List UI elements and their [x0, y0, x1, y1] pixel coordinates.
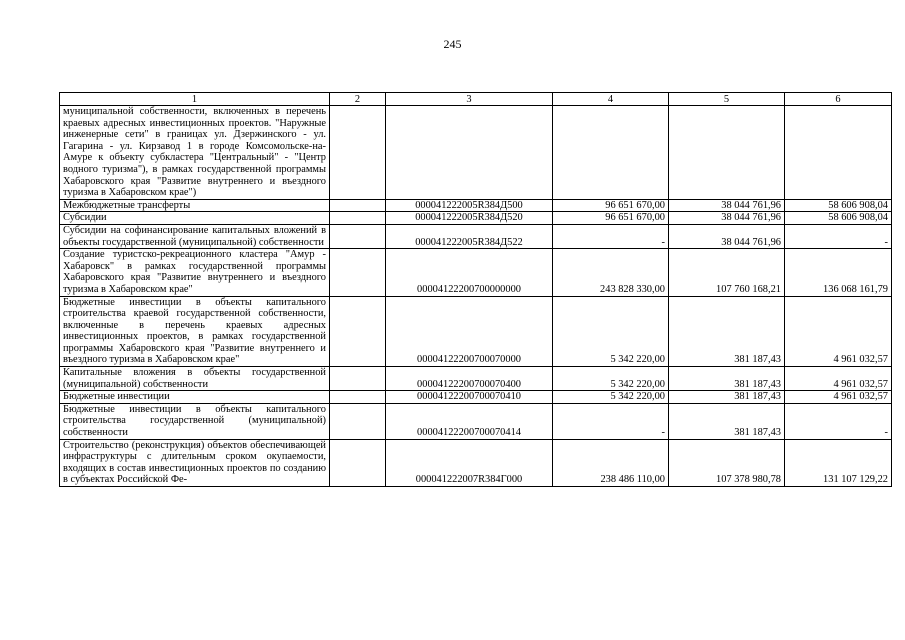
row-value-4: -: [553, 403, 669, 439]
row-name: Бюджетные инвестиции: [60, 391, 330, 404]
row-value-4: 96 651 670,00: [553, 212, 669, 225]
table-row: [60, 249, 892, 296]
table-row: [60, 296, 892, 367]
row-value-6: 136 068 161,79: [785, 249, 892, 296]
row-value-4: 5 342 220,00: [553, 391, 669, 404]
row-name: Бюджетные инвестиции в объекты капитального строительства краевой государственной собственности, включенные в перечень краевых адресных инвестиционных проектов, в рамках государственной программы Хабаровского края "Развитие внутреннего и въездного туризма в Хабаровском крае": [60, 296, 330, 367]
table-row: [60, 212, 892, 225]
row-code: 00004122200700070400: [386, 367, 553, 391]
row-col2: [330, 439, 386, 486]
row-value-6: 4 961 032,57: [785, 367, 892, 391]
row-name: Субсидии на софинансирование капитальных вложений в объекты государственной (муниципальной) собственности: [60, 224, 330, 248]
page-number: 245: [443, 37, 462, 51]
row-name: Создание туристско-рекреационного кластера "Амур - Хабаровск" в рамках государственной программы Хабаровского края "Развитие внутреннего и въездного туризма в Хабаровском крае": [60, 249, 330, 296]
row-col2: [330, 296, 386, 367]
row-value-6: [785, 106, 892, 200]
column-header-3: 3: [386, 93, 553, 106]
row-value-4: 243 828 330,00: [553, 249, 669, 296]
row-value-4: 5 342 220,00: [553, 367, 669, 391]
row-col2: [330, 249, 386, 296]
row-name: Субсидии: [60, 212, 330, 225]
row-col2: [330, 391, 386, 404]
row-col2: [330, 199, 386, 212]
row-value-5: [669, 106, 785, 200]
table-row: [60, 106, 892, 200]
table-row: [60, 199, 892, 212]
table-row: [60, 403, 892, 439]
row-value-6: 131 107 129,22: [785, 439, 892, 486]
row-value-5: 38 044 761,96: [669, 199, 785, 212]
row-value-5: 38 044 761,96: [669, 224, 785, 248]
row-value-6: 4 961 032,57: [785, 391, 892, 404]
row-code: 00004122200700070414: [386, 403, 553, 439]
table-row: [60, 391, 892, 404]
row-value-6: -: [785, 224, 892, 248]
row-code: 000041222005R384Д520: [386, 212, 553, 225]
row-col2: [330, 212, 386, 225]
row-code: [386, 106, 553, 200]
row-col2: [330, 367, 386, 391]
row-value-6: -: [785, 403, 892, 439]
table-row: [60, 224, 892, 248]
row-value-4: -: [553, 224, 669, 248]
row-value-6: 58 606 908,04: [785, 199, 892, 212]
table-header-row: [60, 93, 892, 106]
row-value-6: 58 606 908,04: [785, 212, 892, 225]
row-value-4: 96 651 670,00: [553, 199, 669, 212]
row-code: 00004122200700070410: [386, 391, 553, 404]
column-header-5: 5: [669, 93, 785, 106]
row-name: Бюджетные инвестиции в объекты капитального строительства государственной (муниципальной) собственности: [60, 403, 330, 439]
row-col2: [330, 224, 386, 248]
row-name: Межбюджетные трансферты: [60, 199, 330, 212]
column-header-1: 1: [60, 93, 330, 106]
row-value-5: 381 187,43: [669, 367, 785, 391]
column-header-2: 2: [330, 93, 386, 106]
row-code: 000041222005R384Д500: [386, 199, 553, 212]
column-header-4: 4: [553, 93, 669, 106]
row-code: 000041222007R384Г000: [386, 439, 553, 486]
row-value-5: 381 187,43: [669, 391, 785, 404]
row-code: 000041222005R384Д522: [386, 224, 553, 248]
row-value-5: 107 760 168,21: [669, 249, 785, 296]
row-value-4: [553, 106, 669, 200]
row-code: 00004122200700070000: [386, 296, 553, 367]
row-value-4: 238 486 110,00: [553, 439, 669, 486]
row-value-5: 381 187,43: [669, 403, 785, 439]
row-value-5: 38 044 761,96: [669, 212, 785, 225]
row-name: муниципальной собственности, включенных в перечень краевых адресных инвестиционных проектов. "Наружные инженерные сети" в границах ул. Дзержинского - ул. Гагарина - ул. Кирзавод 1 в городе Комсомольске-на-Амуре к объекту субкластера "Центральный" - "Центр водного туризма"), в рамках государственной программы Хабаровского края "Развитие внутреннего и въездного туризма в Хабаровском крае"): [60, 106, 330, 200]
table-row: [60, 439, 892, 486]
row-col2: [330, 403, 386, 439]
row-code: 00004122200700000000: [386, 249, 553, 296]
row-value-6: 4 961 032,57: [785, 296, 892, 367]
row-value-4: 5 342 220,00: [553, 296, 669, 367]
row-name: Строительство (реконструкция) объектов обеспечивающей инфраструктуры с длительным сроком окупаемости, входящих в состав инвестиционных проектов по созданию в субъектах Российской Фе-: [60, 439, 330, 486]
row-value-5: 107 378 980,78: [669, 439, 785, 486]
table-row: [60, 367, 892, 391]
row-name: Капитальные вложения в объекты государственной (муниципальной) собственности: [60, 367, 330, 391]
column-header-6: 6: [785, 93, 892, 106]
row-value-5: 381 187,43: [669, 296, 785, 367]
budget-table: [59, 92, 892, 487]
row-col2: [330, 106, 386, 200]
